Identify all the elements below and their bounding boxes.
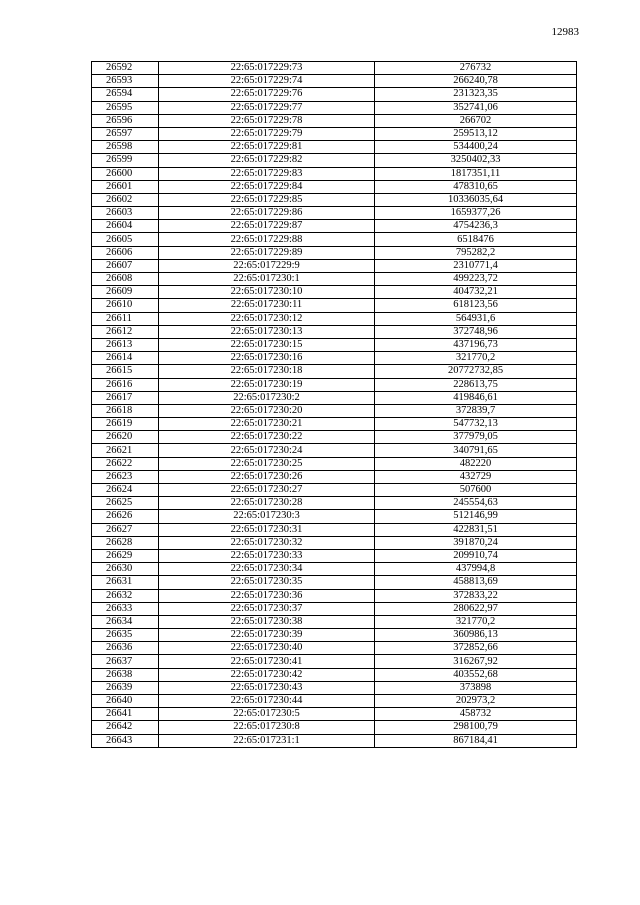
cadastral-value-cell: 795282,2 (375, 246, 577, 259)
table-row (92, 299, 577, 312)
table-row (92, 484, 577, 497)
row-number-cell: 26598 (92, 141, 159, 154)
row-number-cell: 26617 (92, 391, 159, 404)
cadastral-value-cell: 534400,24 (375, 141, 577, 154)
cadastral-value-cell: 564931,6 (375, 312, 577, 325)
cadastral-number-cell: 22:65:017229:74 (159, 75, 375, 88)
table-row (92, 418, 577, 431)
table-row (92, 655, 577, 668)
row-number-cell: 26602 (92, 193, 159, 206)
table-row (92, 497, 577, 510)
table-row (92, 167, 577, 180)
cadastral-value-cell: 228613,75 (375, 378, 577, 391)
cadastral-value-cell: 276732 (375, 62, 577, 75)
table-row (92, 325, 577, 338)
row-number-cell: 26618 (92, 404, 159, 417)
row-number-cell: 26615 (92, 365, 159, 378)
cadastral-number-cell: 22:65:017230:34 (159, 563, 375, 576)
cadastral-value-cell: 321770,2 (375, 615, 577, 628)
row-number-cell: 26638 (92, 668, 159, 681)
cadastral-number-cell: 22:65:017229:78 (159, 114, 375, 127)
row-number-cell: 26631 (92, 576, 159, 589)
cadastral-number-cell: 22:65:017229:83 (159, 167, 375, 180)
row-number-cell: 26620 (92, 431, 159, 444)
row-number-cell: 26600 (92, 167, 159, 180)
cadastral-value-cell: 437196,73 (375, 338, 577, 351)
cadastral-number-cell: 22:65:017230:20 (159, 404, 375, 417)
cadastral-number-cell: 22:65:017230:24 (159, 444, 375, 457)
table-row (92, 154, 577, 167)
row-number-cell: 26630 (92, 563, 159, 576)
table-row (92, 338, 577, 351)
cadastral-value-cell: 266240,78 (375, 75, 577, 88)
cadastral-number-cell: 22:65:017230:44 (159, 695, 375, 708)
cadastral-value-cell: 1659377,26 (375, 207, 577, 220)
row-number-cell: 26604 (92, 220, 159, 233)
row-number-cell: 26599 (92, 154, 159, 167)
cadastral-value-cell: 458732 (375, 708, 577, 721)
cadastral-value-cell: 6518476 (375, 233, 577, 246)
cadastral-value-cell: 507600 (375, 484, 577, 497)
table-row (92, 101, 577, 114)
cadastral-number-cell: 22:65:017229:79 (159, 127, 375, 140)
cadastral-value-cell: 432729 (375, 470, 577, 483)
table-row (92, 75, 577, 88)
row-number-cell: 26596 (92, 114, 159, 127)
table-row (92, 510, 577, 523)
cadastral-number-cell: 22:65:017230:2 (159, 391, 375, 404)
row-number-cell: 26613 (92, 338, 159, 351)
cadastral-value-cell: 1817351,11 (375, 167, 577, 180)
row-number-cell: 26642 (92, 721, 159, 734)
row-number-cell: 26629 (92, 549, 159, 562)
cadastral-value-cell: 10336035,64 (375, 193, 577, 206)
table-row (92, 352, 577, 365)
row-number-cell: 26603 (92, 207, 159, 220)
row-number-cell: 26619 (92, 418, 159, 431)
cadastral-value-cell: 478310,65 (375, 180, 577, 193)
cadastral-value-cell: 867184,41 (375, 734, 577, 747)
cadastral-number-cell: 22:65:017230:12 (159, 312, 375, 325)
cadastral-number-cell: 22:65:017230:1 (159, 273, 375, 286)
cadastral-number-cell: 22:65:017229:82 (159, 154, 375, 167)
cadastral-number-cell: 22:65:017229:87 (159, 220, 375, 233)
cadastral-number-cell: 22:65:017230:26 (159, 470, 375, 483)
row-number-cell: 26623 (92, 470, 159, 483)
cadastral-value-cell: 372852,66 (375, 642, 577, 655)
cadastral-number-cell: 22:65:017230:22 (159, 431, 375, 444)
cadastral-number-cell: 22:65:017230:10 (159, 286, 375, 299)
cadastral-value-cell: 231323,35 (375, 88, 577, 101)
page-number: 12983 (551, 26, 579, 38)
row-number-cell: 26643 (92, 734, 159, 747)
table-row (92, 220, 577, 233)
table-row (92, 180, 577, 193)
cadastral-number-cell: 22:65:017229:85 (159, 193, 375, 206)
cadastral-value-cell: 512146,99 (375, 510, 577, 523)
table-row (92, 312, 577, 325)
cadastral-value-cell: 458813,69 (375, 576, 577, 589)
cadastral-value-cell: 372748,96 (375, 325, 577, 338)
table-row (92, 444, 577, 457)
row-number-cell: 26622 (92, 457, 159, 470)
table-row (92, 141, 577, 154)
table-row (92, 668, 577, 681)
cadastral-number-cell: 22:65:017231:1 (159, 734, 375, 747)
cadastral-value-cell: 266702 (375, 114, 577, 127)
table-row (92, 602, 577, 615)
cadastral-value-cell: 547732,13 (375, 418, 577, 431)
cadastral-number-cell: 22:65:017230:42 (159, 668, 375, 681)
cadastral-value-cell: 482220 (375, 457, 577, 470)
table-row (92, 233, 577, 246)
row-number-cell: 26634 (92, 615, 159, 628)
cadastral-value-cell: 3250402,33 (375, 154, 577, 167)
table-row (92, 549, 577, 562)
table-row (92, 615, 577, 628)
cadastral-number-cell: 22:65:017230:19 (159, 378, 375, 391)
row-number-cell: 26637 (92, 655, 159, 668)
row-number-cell: 26597 (92, 127, 159, 140)
row-number-cell: 26626 (92, 510, 159, 523)
row-number-cell: 26608 (92, 273, 159, 286)
cadastral-number-cell: 22:65:017230:3 (159, 510, 375, 523)
cadastral-number-cell: 22:65:017230:33 (159, 549, 375, 562)
cadastral-value-cell: 618123,56 (375, 299, 577, 312)
table-row (92, 259, 577, 272)
table-row (92, 708, 577, 721)
table-row (92, 207, 577, 220)
table-row (92, 457, 577, 470)
cadastral-value-cell: 373898 (375, 681, 577, 694)
row-number-cell: 26595 (92, 101, 159, 114)
cadastral-value-cell: 422831,51 (375, 523, 577, 536)
table-row (92, 62, 577, 75)
row-number-cell: 26607 (92, 259, 159, 272)
cadastral-value-cell: 437994,8 (375, 563, 577, 576)
cadastral-number-cell: 22:65:017229:76 (159, 88, 375, 101)
table-row (92, 365, 577, 378)
cadastral-value-cell: 391870,24 (375, 536, 577, 549)
row-number-cell: 26594 (92, 88, 159, 101)
row-number-cell: 26636 (92, 642, 159, 655)
table-row (92, 391, 577, 404)
cadastral-value-cell: 377979,05 (375, 431, 577, 444)
cadastral-number-cell: 22:65:017230:27 (159, 484, 375, 497)
cadastral-number-cell: 22:65:017229:89 (159, 246, 375, 259)
cadastral-number-cell: 22:65:017230:38 (159, 615, 375, 628)
row-number-cell: 26624 (92, 484, 159, 497)
cadastral-number-cell: 22:65:017229:86 (159, 207, 375, 220)
table-row (92, 536, 577, 549)
cadastral-number-cell: 22:65:017230:37 (159, 602, 375, 615)
table-row (92, 470, 577, 483)
row-number-cell: 26605 (92, 233, 159, 246)
cadastral-number-cell: 22:65:017230:8 (159, 721, 375, 734)
row-number-cell: 26635 (92, 629, 159, 642)
table-row (92, 629, 577, 642)
cadastral-number-cell: 22:65:017230:21 (159, 418, 375, 431)
cadastral-number-cell: 22:65:017230:13 (159, 325, 375, 338)
table-row (92, 127, 577, 140)
row-number-cell: 26612 (92, 325, 159, 338)
cadastral-value-cell: 4754236,3 (375, 220, 577, 233)
cadastral-value-cell: 403552,68 (375, 668, 577, 681)
table-row (92, 721, 577, 734)
cadastral-value-cell: 360986,13 (375, 629, 577, 642)
cadastral-value-cell: 352741,06 (375, 101, 577, 114)
row-number-cell: 26611 (92, 312, 159, 325)
table-row (92, 246, 577, 259)
cadastral-value-cell: 316267,92 (375, 655, 577, 668)
cadastral-number-cell: 22:65:017230:31 (159, 523, 375, 536)
row-number-cell: 26641 (92, 708, 159, 721)
cadastral-number-cell: 22:65:017230:25 (159, 457, 375, 470)
row-number-cell: 26610 (92, 299, 159, 312)
row-number-cell: 26628 (92, 536, 159, 549)
cadastral-number-cell: 22:65:017230:35 (159, 576, 375, 589)
table-row (92, 404, 577, 417)
cadastral-value-cell: 2310771,4 (375, 259, 577, 272)
cadastral-number-cell: 22:65:017229:81 (159, 141, 375, 154)
cadastral-value-cell: 259513,12 (375, 127, 577, 140)
row-number-cell: 26640 (92, 695, 159, 708)
cadastral-value-cell: 499223,72 (375, 273, 577, 286)
cadastral-number-cell: 22:65:017229:9 (159, 259, 375, 272)
cadastral-number-cell: 22:65:017229:73 (159, 62, 375, 75)
table-row (92, 378, 577, 391)
table-row (92, 695, 577, 708)
table-row (92, 589, 577, 602)
cadastral-number-cell: 22:65:017230:36 (159, 589, 375, 602)
table-row (92, 193, 577, 206)
cadastral-value-cell: 372833,22 (375, 589, 577, 602)
cadastral-number-cell: 22:65:017230:39 (159, 629, 375, 642)
table-row (92, 563, 577, 576)
cadastral-value-cell: 280622,97 (375, 602, 577, 615)
cadastral-value-cell: 372839,7 (375, 404, 577, 417)
cadastral-number-cell: 22:65:017230:43 (159, 681, 375, 694)
row-number-cell: 26606 (92, 246, 159, 259)
table-row (92, 734, 577, 747)
cadastral-value-cell: 298100,79 (375, 721, 577, 734)
row-number-cell: 26639 (92, 681, 159, 694)
cadastral-number-cell: 22:65:017230:15 (159, 338, 375, 351)
row-number-cell: 26614 (92, 352, 159, 365)
cadastral-value-cell: 321770,2 (375, 352, 577, 365)
cadastral-value-cell: 419846,61 (375, 391, 577, 404)
cadastral-number-cell: 22:65:017229:88 (159, 233, 375, 246)
cadastral-value-cell: 202973,2 (375, 695, 577, 708)
row-number-cell: 26592 (92, 62, 159, 75)
cadastral-value-cell: 209910,74 (375, 549, 577, 562)
row-number-cell: 26601 (92, 180, 159, 193)
table-row (92, 431, 577, 444)
row-number-cell: 26632 (92, 589, 159, 602)
row-number-cell: 26633 (92, 602, 159, 615)
row-number-cell: 26593 (92, 75, 159, 88)
row-number-cell: 26616 (92, 378, 159, 391)
cadastral-number-cell: 22:65:017230:40 (159, 642, 375, 655)
cadastral-value-cell: 340791,65 (375, 444, 577, 457)
cadastral-value-cell: 245554,63 (375, 497, 577, 510)
table-row (92, 273, 577, 286)
table-row (92, 681, 577, 694)
cadastral-value-cell: 20772732,85 (375, 365, 577, 378)
cadastral-number-cell: 22:65:017230:11 (159, 299, 375, 312)
cadastral-number-cell: 22:65:017230:41 (159, 655, 375, 668)
row-number-cell: 26621 (92, 444, 159, 457)
table-row (92, 286, 577, 299)
cadastral-number-cell: 22:65:017230:32 (159, 536, 375, 549)
cadastral-number-cell: 22:65:017230:28 (159, 497, 375, 510)
cadastral-number-cell: 22:65:017229:77 (159, 101, 375, 114)
cadastral-number-cell: 22:65:017230:16 (159, 352, 375, 365)
cadastral-value-cell: 404732,21 (375, 286, 577, 299)
table-row (92, 576, 577, 589)
table-row (92, 88, 577, 101)
cadastral-number-cell: 22:65:017230:5 (159, 708, 375, 721)
cadastral-value-table (91, 61, 577, 748)
row-number-cell: 26625 (92, 497, 159, 510)
table-body (92, 62, 577, 748)
table-row (92, 642, 577, 655)
cadastral-number-cell: 22:65:017229:84 (159, 180, 375, 193)
table-row (92, 523, 577, 536)
table-row (92, 114, 577, 127)
row-number-cell: 26627 (92, 523, 159, 536)
cadastral-number-cell: 22:65:017230:18 (159, 365, 375, 378)
row-number-cell: 26609 (92, 286, 159, 299)
